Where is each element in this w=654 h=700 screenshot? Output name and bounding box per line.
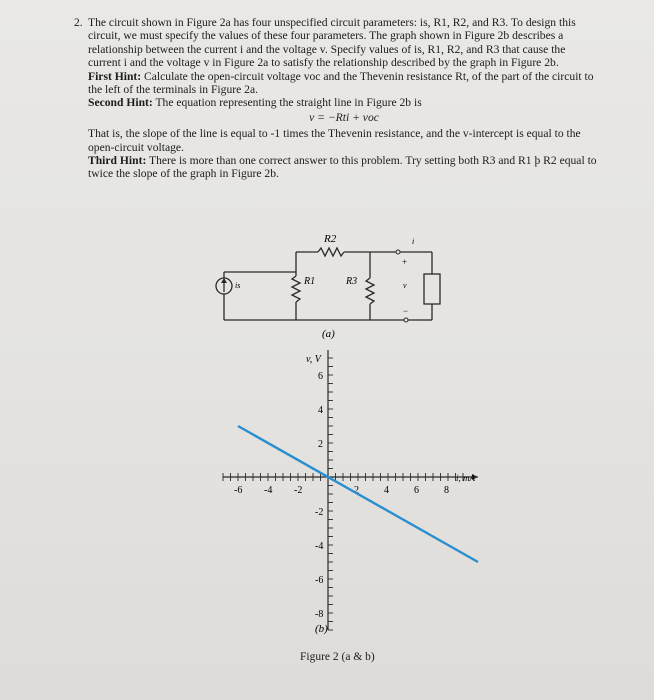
graph-caption: (b)	[315, 623, 328, 635]
second-hint	[88, 96, 600, 109]
i-label: i	[412, 237, 415, 246]
third-hint-text: There is more than one correct answer to this problem. Try setting both R3 and R1 þ R2 equal to twice the slope of the graph in Figure 2b.	[88, 154, 597, 181]
third-hint	[88, 154, 600, 181]
r1-label: R1	[304, 276, 316, 287]
problem-number: 2.	[74, 16, 83, 29]
third-hint-label: Third Hint:	[88, 154, 147, 168]
y-tick-label: 2	[318, 439, 323, 450]
first-hint	[88, 70, 600, 97]
vi-graph	[200, 350, 520, 640]
first-hint-label: First Hint:	[88, 69, 142, 83]
x-tick-label: 4	[384, 485, 389, 496]
circuit-diagram	[200, 228, 470, 340]
x-tick-label: 2	[354, 485, 359, 496]
x-axis-label: i, mA	[456, 473, 475, 483]
y-tick-label: -8	[315, 609, 324, 620]
line-equation: v = −Rti + voc	[309, 110, 379, 124]
x-tick-label: -6	[234, 485, 243, 496]
second-hint-text: The equation representing the straight line in Figure 2b is	[155, 96, 422, 110]
x-tick-label: -4	[264, 485, 273, 496]
r2-label: R2	[324, 233, 337, 245]
terminal-bottom	[404, 318, 408, 322]
problem-text	[74, 16, 600, 181]
v-label: v	[403, 281, 407, 290]
y-tick-label: 4	[318, 405, 323, 416]
minus-label: −	[403, 306, 409, 316]
y-tick-label: -2	[315, 507, 324, 518]
second-hint-label: Second Hint:	[88, 96, 153, 110]
x-tick-label: 8	[444, 485, 449, 496]
y-tick-label: 6	[318, 371, 323, 382]
is-label: is	[235, 281, 241, 290]
r3-label: R3	[346, 276, 358, 287]
equation-explanation: That is, the slope of the line is equal to -1 times the Thevenin resistance, and the v-intercept is equal to the open-circuit voltage.	[88, 127, 581, 154]
y-axis-label: v, V	[306, 354, 321, 365]
x-tick-label: 6	[414, 485, 419, 496]
figure-caption: Figure 2 (a & b)	[300, 651, 375, 663]
terminal-top	[396, 250, 400, 254]
first-hint-text: Calculate the open-circuit voltage voc and the Thevenin resistance Rt, of the part of the circuit to the left of the terminals in Figure 2a.	[88, 69, 594, 97]
y-tick-label: -6	[315, 575, 324, 586]
x-tick-label: -2	[294, 485, 303, 496]
plus-label: +	[402, 257, 408, 267]
circuit-caption: (a)	[322, 328, 335, 340]
y-tick-label: -4	[315, 541, 324, 552]
vi-line-series	[238, 426, 478, 562]
problem-intro: The circuit shown in Figure 2a has four unspecified circuit parameters: is, R1, R2, and R3. To design this circuit, we must specify the values of these four parameters. The graph shown in Figure 2b describes a relationship between the current i and the voltage v. Specify values of is, R1, R2, and R3 that cause the current i and the voltage v in Figure 2a to satisfy the relationship described by the graph in Figure 2b.	[88, 16, 576, 70]
